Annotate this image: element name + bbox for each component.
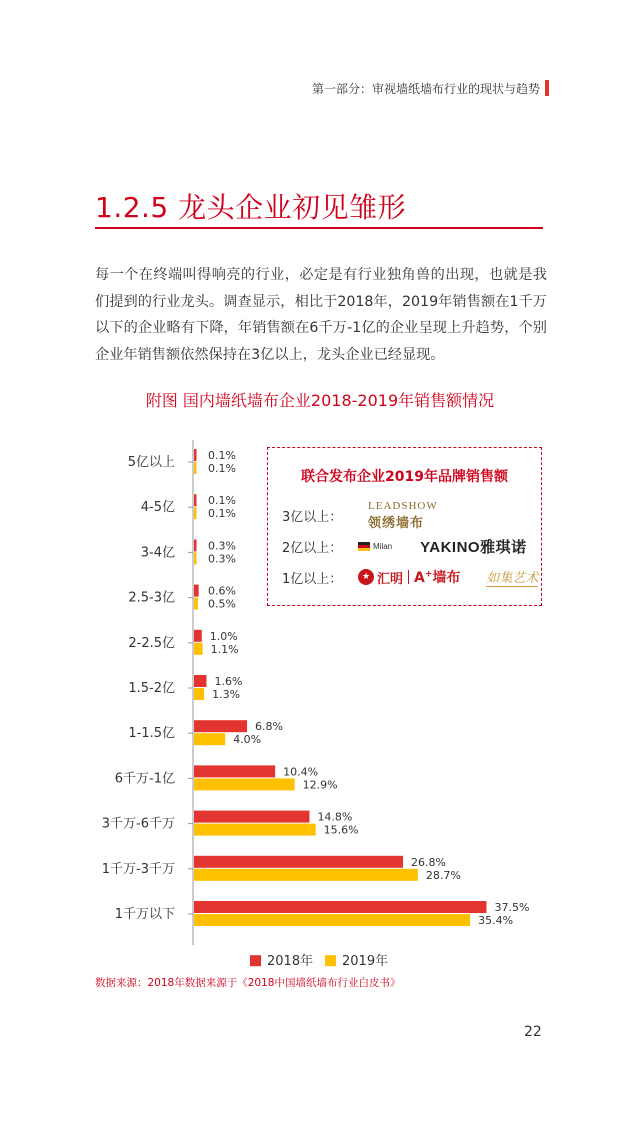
huiming-icon: ★ bbox=[358, 569, 374, 585]
data-label: 0.3% bbox=[208, 552, 236, 566]
bar-2019 bbox=[194, 552, 197, 564]
aplus-logo bbox=[414, 567, 460, 587]
page-number: 22 bbox=[524, 1024, 542, 1040]
category-label: 4-5亿 bbox=[140, 500, 175, 516]
category-label: 1.5-2亿 bbox=[128, 681, 175, 696]
bar-2019 bbox=[194, 688, 204, 700]
bar-2018 bbox=[194, 675, 206, 687]
bar-2018 bbox=[194, 585, 199, 597]
header-accent-bar bbox=[545, 80, 549, 96]
data-label: 0.3% bbox=[208, 539, 236, 553]
data-label: 4.0% bbox=[233, 733, 262, 747]
category-label: 1千万-3千万 bbox=[101, 861, 175, 877]
leadshow-logo-cn: 领绣墙布 bbox=[368, 515, 425, 530]
bar-2019 bbox=[194, 824, 316, 836]
leadshow-logo-en: LEADSHOW bbox=[368, 500, 438, 512]
data-label: 0.1% bbox=[208, 462, 236, 475]
data-source-note: 数据来源：2018年数据来源于《2018中国墙纸墙布行业白皮书》 bbox=[95, 977, 401, 989]
data-label: 35.4% bbox=[478, 914, 514, 927]
data-label: 0.5% bbox=[208, 597, 236, 611]
data-label: 0.1% bbox=[208, 449, 236, 462]
data-label: 37.5% bbox=[494, 901, 530, 914]
logo-separator bbox=[408, 570, 409, 584]
data-label: 1.6% bbox=[214, 675, 243, 688]
milan-logo bbox=[358, 542, 392, 552]
brand-row-label: 2亿以上： bbox=[282, 541, 343, 556]
leadshow-logo bbox=[352, 500, 438, 531]
bar-2019 bbox=[194, 598, 198, 610]
bar-2018 bbox=[194, 811, 309, 823]
bar-2018 bbox=[194, 539, 197, 551]
bar-2019 bbox=[194, 643, 203, 655]
data-label: 1.3% bbox=[212, 688, 241, 701]
section-title: 1.2.5 龙头企业初见雏形 bbox=[95, 191, 407, 224]
data-label: 6.8% bbox=[255, 720, 283, 734]
bar-2019 bbox=[194, 733, 225, 745]
section-divider bbox=[95, 227, 543, 229]
data-label: 0.6% bbox=[208, 584, 236, 598]
bar-2018 bbox=[194, 449, 197, 461]
yakino-logo: YAKINO雅琪诺 bbox=[420, 539, 527, 556]
brand-row-1yi bbox=[282, 567, 538, 587]
ruji-logo: 如集艺术 bbox=[486, 567, 538, 587]
category-label: 3千万-6千万 bbox=[101, 816, 175, 832]
data-label: 26.8% bbox=[411, 855, 446, 869]
bar-2018 bbox=[194, 720, 247, 732]
body-paragraph: 每一个在终端叫得响亮的行业，必定是有行业独角兽的出现，也就是我们提到的行业龙头。调查显示，相比于2018年，2019年销售额在1千万以下的企业略有下降，年销售额在6千万-1亿的企业呈现上升趋势，个别企业年销售额依然保持在3亿以上，龙头企业已经显现。 bbox=[95, 267, 547, 363]
bar-2019 bbox=[194, 914, 470, 926]
bar-2019 bbox=[194, 462, 197, 474]
category-label: 1千万以下 bbox=[114, 907, 175, 922]
legend-label: 2018年 bbox=[267, 954, 314, 970]
category-label: 2-2.5亿 bbox=[128, 635, 175, 651]
figure-caption: 附图 国内墙纸墙布企业2018-2019年销售额情况 bbox=[145, 391, 495, 410]
aplus-logo-letter: A bbox=[414, 570, 425, 586]
bar-2019 bbox=[194, 869, 418, 881]
brand-row-label: 1亿以上： bbox=[282, 571, 343, 587]
data-label: 14.8% bbox=[317, 810, 353, 824]
aplus-logo-text: 墙布 bbox=[432, 570, 461, 586]
data-label: 1.1% bbox=[210, 642, 239, 656]
brand-row-2yi bbox=[282, 536, 527, 557]
bar-2018 bbox=[194, 630, 202, 642]
huiming-logo-text: 汇明 bbox=[377, 571, 404, 587]
aplus-logo-plus: + bbox=[424, 569, 433, 580]
bar-2018 bbox=[194, 901, 487, 913]
data-label: 1.0% bbox=[209, 629, 238, 643]
category-label: 1-1.5亿 bbox=[128, 726, 175, 742]
bar-2018 bbox=[194, 856, 403, 868]
data-label: 28.7% bbox=[425, 868, 461, 882]
legend-swatch bbox=[325, 955, 336, 966]
brand-row-3yi bbox=[282, 500, 438, 531]
brand-sales-box bbox=[267, 447, 542, 606]
milan-logo-text: Milan bbox=[373, 542, 393, 551]
data-label: 15.6% bbox=[323, 823, 359, 837]
brand-box-title: 联合发布企业2019年品牌销售额 bbox=[301, 469, 508, 485]
category-label: 2.5-3亿 bbox=[128, 590, 175, 606]
brand-row-label: 3亿以上： bbox=[282, 510, 343, 525]
data-label: 12.9% bbox=[302, 778, 338, 792]
bar-2018 bbox=[194, 765, 275, 777]
legend-label: 2019年 bbox=[342, 954, 389, 970]
data-label: 0.1% bbox=[208, 494, 236, 508]
data-label: 0.1% bbox=[208, 507, 236, 521]
bar-2019 bbox=[194, 507, 197, 519]
legend-swatch bbox=[250, 955, 261, 966]
data-label: 10.4% bbox=[283, 765, 319, 779]
running-header: 第一部分：审视墙纸墙布行业的现状与趋势 bbox=[311, 82, 540, 96]
huiming-logo bbox=[358, 567, 460, 587]
category-label: 6千万-1亿 bbox=[114, 771, 175, 787]
bar-2019 bbox=[194, 778, 295, 790]
category-label: 5亿以上 bbox=[127, 455, 175, 470]
flag-icon bbox=[358, 542, 370, 552]
bar-2018 bbox=[194, 494, 197, 506]
category-label: 3-4亿 bbox=[140, 545, 175, 561]
